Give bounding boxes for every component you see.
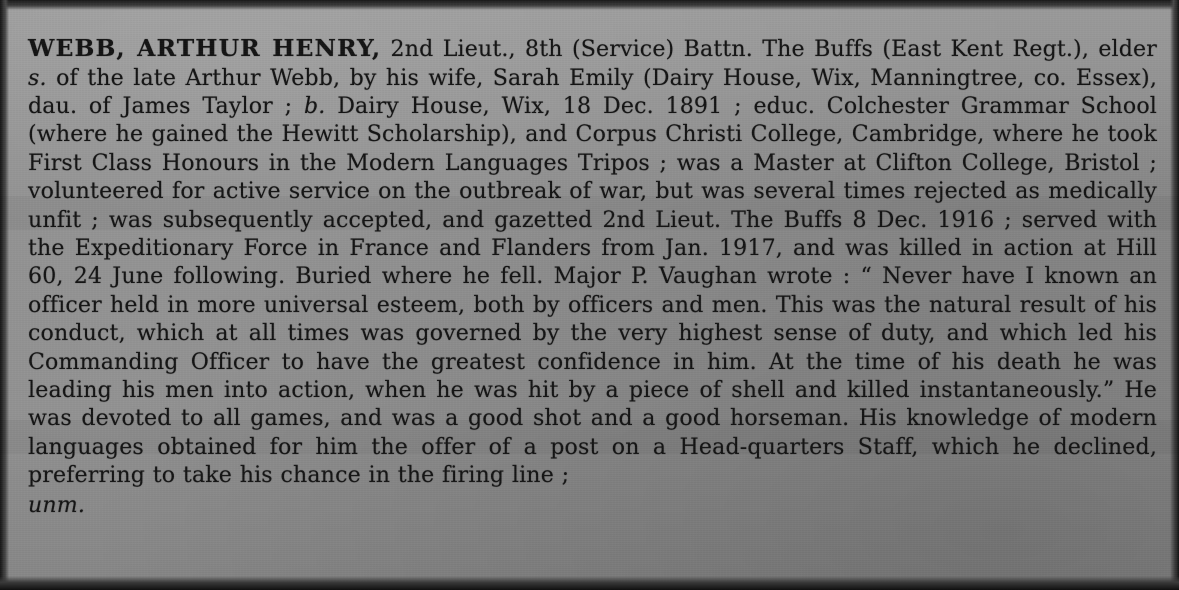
entry-body-part-2: of the late Arthur Webb, by his wife, Sarah Emily (Dairy House, Wix, Manningtree, co. Essex), dau. of James Taylor ; [28, 64, 1157, 119]
entry-italic-son-abbrev: s. [28, 64, 47, 91]
entry-headword: WEBB, ARTHUR HENRY, [28, 34, 382, 63]
page-right-edge-shadow [1170, 0, 1179, 590]
entry-closing-unmarried: unm. [28, 491, 86, 518]
entry-italic-born-abbrev: b. [303, 92, 326, 119]
entry-body-part-3: Dairy House, Wix, 18 Dec. 1891 ; educ. Colchester Grammar School (where he gained the Hewitt Scholarship), and Corpus Christi College, Cambridge, where he took First Class Honours in the Modern Languages Tripos ; was a Master at Clifton College, Bristol ; volunteered for active service on the outbreak of war, but was several times rejected as medically unfit ; was subsequently accepted, and gazetted 2nd Lieut. The Buffs 8 Dec. 1916 ; served with the Expeditionary Force in France and Flanders from Jan. 1917, and was killed in action at Hill 60, 24 June following. Buried where he fell. Major P. Vaughan wrote : “ Never have I known an officer held in more universal esteem, both by officers and men. This was the natural result of his conduct, which at all times was governed by the very highest sense of duty, and which led his Commanding Officer to have the greatest confidence in him. At the time of his death he was leading his men into action, when he was hit by a piece of shell and killed instantaneously.” He was devoted to all games, and was a good shot and a good horseman. His knowledge of modern languages obtained for him the offer of a post on a Head-quarters Staff, which he declined, preferring to take his chance in the firing line ; [28, 92, 1157, 489]
entry-body-part-1: 2nd Lieut., 8th (Service) Battn. The Buffs (East Kent Regt.), elder [381, 36, 1157, 63]
page-left-edge-shadow [0, 0, 9, 590]
biography-entry [28, 34, 1157, 519]
